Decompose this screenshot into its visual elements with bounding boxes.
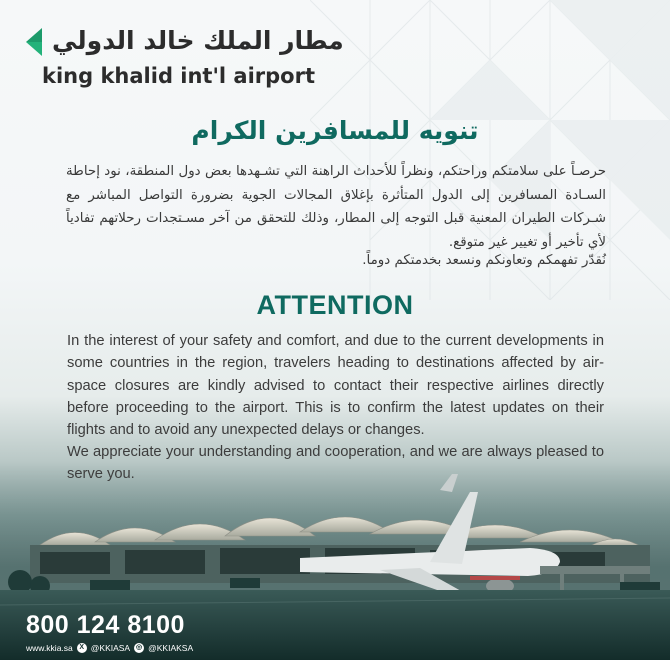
logo-arabic-name: مطار الملك خالد الدولي [52, 26, 344, 55]
instagram-icon: ◎ [136, 644, 143, 651]
x-handle[interactable]: @KKIASA [90, 643, 131, 653]
english-closing: We appreciate your understanding and cooperation, and we are always pleased to [67, 444, 604, 460]
website-link[interactable]: www.kkia.sa [26, 643, 73, 653]
contact-phone[interactable]: 800 124 8100 [26, 611, 185, 639]
instagram-handle[interactable]: @KKIAKSA [148, 643, 194, 653]
logo-english-name: king khalid int'l airport [42, 64, 315, 88]
airport-logo [26, 26, 344, 96]
english-title: ATTENTION [256, 290, 414, 320]
arabic-title: تنويه للمسافرين الكرام [191, 116, 479, 145]
logo-mark-icon [26, 28, 42, 56]
english-body: In the interest of your safety and comfort, and due to the current developments in some countries in the region, travelers heading to destinations affected by air-space closures are kindly advised to contact their respective airlines directly before proceeding to the airport. This is to confirm the latest updates on their flights and to avoid any unexpected delays or changes. [67, 333, 604, 439]
x-icon: X [77, 643, 87, 653]
arabic-closing: نُقدّر تفهمكم وتعاونكم ونسعد بخدمتكم دوماً. [362, 253, 606, 268]
arabic-body: حرصـاً على سلامتكم وراحتكم، ونظراً للأحداث الراهنة التي تشـهدها بعض دول المنطقة، نود إحاطة السـادة المسافرين إلى الدول المتأثرة بإغلاق المجالات الجوية بضرورة التواصل المباشر مع شـركات الطيران المعنية قبل التوجه إلى المطار، وذلك للتحقق من آخر مسـتجدات رحلاتهم تفادياً لأي تأخير أو تغيير غير متوقع. [66, 164, 606, 250]
footer-links [26, 643, 193, 653]
